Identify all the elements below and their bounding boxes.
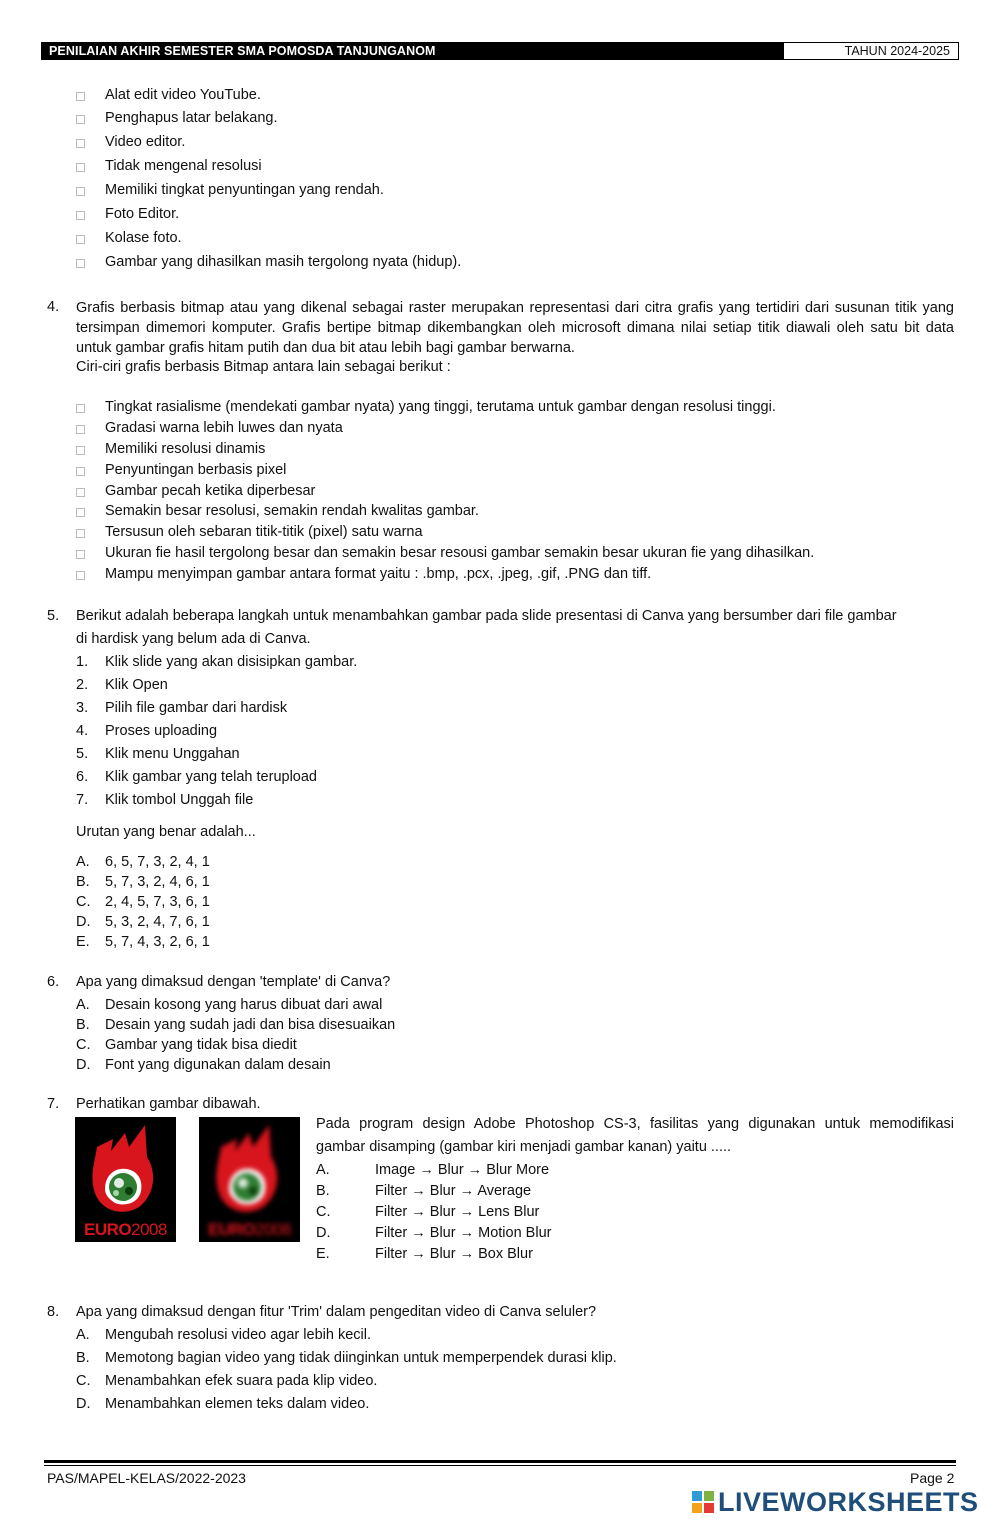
list-item: Tingkat rasialisme (mendekati gambar nyata) yang tinggi, terutama untuk gambar dengan resolusi tinggi. <box>0 399 1000 419</box>
checkbox-icon <box>76 92 85 101</box>
checkbox-icon <box>76 259 85 268</box>
step-number: 6. <box>76 769 89 785</box>
list-item: Ukuran fie hasil tergolong besar dan semakin besar resousi gambar semakin besar ukuran fie yang dihasilkan. <box>0 545 1000 565</box>
checkbox-icon <box>76 550 85 559</box>
footer-divider-thin <box>44 1465 956 1466</box>
option-text: Gambar yang tidak bisa diedit <box>105 1037 297 1053</box>
option-letter: B. <box>76 1017 90 1033</box>
option-letter: D. <box>316 1225 331 1241</box>
list-item: Foto Editor. <box>0 206 1000 226</box>
option-text: Menambahkan efek suara pada klip video. <box>105 1373 378 1389</box>
option-text: Filter → Blur → Average <box>375 1183 532 1199</box>
option-text: 5, 7, 3, 2, 4, 6, 1 <box>105 874 210 890</box>
option-letter: C. <box>76 894 91 910</box>
option-letter: D. <box>76 1396 91 1412</box>
question-text: Apa yang dimaksud dengan 'template' di Canva? <box>76 974 391 990</box>
option-letter: D. <box>76 914 91 930</box>
question-number: 8. <box>47 1304 60 1320</box>
question-number: 7. <box>47 1096 60 1112</box>
step-text: Klik menu Unggahan <box>105 746 240 762</box>
list-item: Mampu menyimpan gambar antara format yaitu : .bmp, .pcx, .jpeg, .gif, .PNG dan tiff. <box>0 566 1000 586</box>
page-header-title: PENILAIAN AKHIR SEMESTER SMA POMOSDA TANJUNGANOM <box>41 42 783 60</box>
step-text: Klik tombol Unggah file <box>105 792 254 808</box>
option-text: Filter → Blur → Motion Blur <box>375 1225 552 1241</box>
option-letter: B. <box>76 1350 90 1366</box>
option-text: Image → Blur → Blur More <box>375 1162 550 1178</box>
step-text: Klik Open <box>105 677 168 693</box>
step-number: 2. <box>76 677 89 693</box>
list-item: Gambar pecah ketika diperbesar <box>0 483 1000 503</box>
list-item: Kolase foto. <box>0 230 1000 250</box>
question-text: Apa yang dimaksud dengan fitur 'Trim' dalam pengeditan video di Canva seluler? <box>76 1304 597 1320</box>
question-number: 6. <box>47 974 60 990</box>
page-header-year: TAHUN 2024-2025 <box>783 42 959 60</box>
footer-divider <box>44 1460 956 1463</box>
checkbox-icon <box>76 235 85 244</box>
liveworksheets-brand[interactable] <box>692 1487 979 1518</box>
option-text: Filter → Blur → Box Blur <box>375 1246 533 1262</box>
step-number: 4. <box>76 723 89 739</box>
checkbox-icon <box>76 425 85 434</box>
step-number: 3. <box>76 700 89 716</box>
option-letter: E. <box>316 1246 330 1262</box>
question-text: Perhatikan gambar dibawah. <box>76 1096 261 1112</box>
list-item: Memiliki tingkat penyuntingan yang rendah. <box>0 182 1000 202</box>
checkbox-icon <box>76 115 85 124</box>
list-item: Penghapus latar belakang. <box>0 110 1000 130</box>
question-prompt: Urutan yang benar adalah... <box>76 824 256 840</box>
checkbox-icon <box>76 529 85 538</box>
option-letter: C. <box>76 1037 91 1053</box>
checkbox-icon <box>76 467 85 476</box>
option-text: Menambahkan elemen teks dalam video. <box>105 1396 370 1412</box>
list-item: Penyuntingan berbasis pixel <box>0 462 1000 482</box>
step-text: Pilih file gambar dari hardisk <box>105 700 288 716</box>
question-text: Grafis berbasis bitmap atau yang dikenal sebagai raster merupakan representasi dari citra grafis yang tertidiri dari susunan titik yang tersimpan dimemori komputer. Grafis bertipe bitmap dikembangkan oleh microsoft dimana nilai setiap titik diawali oleh satu bit data untuk gambar grafis hitam putih dan dua bit atau lebih bagi gambar berwarna. <box>76 300 954 356</box>
option-text: 6, 5, 7, 3, 2, 4, 1 <box>105 854 210 870</box>
step-number: 5. <box>76 746 89 762</box>
checkbox-icon <box>76 488 85 497</box>
option-text: Memotong bagian video yang tidak diinginkan untuk memperpendek durasi klip. <box>105 1350 617 1366</box>
list-item: Alat edit video YouTube. <box>0 87 1000 107</box>
step-text: Proses uploading <box>105 723 218 739</box>
list-item: Gradasi warna lebih luwes dan nyata <box>0 420 1000 440</box>
euro2008-logo-blurred <box>199 1117 300 1242</box>
option-text: 5, 3, 2, 4, 7, 6, 1 <box>105 914 210 930</box>
page-number: Page 2 <box>910 1470 955 1486</box>
checkbox-icon <box>76 446 85 455</box>
question-text-cont: di hardisk yang belum ada di Canva. <box>76 631 311 647</box>
step-number: 7. <box>76 792 89 808</box>
option-letter: A. <box>76 854 90 870</box>
list-item: Gambar yang dihasilkan masih tergolong nyata (hidup). <box>0 254 1000 274</box>
option-letter: B. <box>316 1183 330 1199</box>
option-letter: B. <box>76 874 90 890</box>
question-text: Berikut adalah beberapa langkah untuk menambahkan gambar pada slide presentasi di Canva yang bersumber dari file gambar <box>76 608 897 624</box>
brand-text: LIVEWORKSHEETS <box>718 1487 979 1517</box>
checkbox-icon <box>76 404 85 413</box>
option-letter: D. <box>76 1057 91 1073</box>
option-letter: A. <box>76 997 90 1013</box>
option-letter: E. <box>76 934 90 950</box>
option-letter: C. <box>316 1204 331 1220</box>
option-text: Font yang digunakan dalam desain <box>105 1057 331 1073</box>
blurred-content <box>199 1117 300 1242</box>
footer-code: PAS/MAPEL-KELAS/2022-2023 <box>47 1470 246 1486</box>
option-text: Filter → Blur → Lens Blur <box>375 1204 540 1220</box>
option-letter: C. <box>76 1373 91 1389</box>
question-description: Pada program design Adobe Photoshop CS-3, fasilitas yang digunakan untuk memodifikasi gambar disamping (gambar kiri menjadi gambar kanan) yaitu ..... <box>316 1116 954 1155</box>
option-letter: A. <box>316 1162 330 1178</box>
step-text: Klik slide yang akan disisipkan gambar. <box>105 654 358 670</box>
question-number: 4. <box>47 299 60 315</box>
question-number: 5. <box>47 608 60 624</box>
euro2008-logo-sharp <box>75 1117 176 1242</box>
list-item: Video editor. <box>0 134 1000 154</box>
logo-caption: EURO2008 <box>208 1220 291 1239</box>
option-text: 5, 7, 4, 3, 2, 6, 1 <box>105 934 210 950</box>
liveworksheets-logo-icon <box>692 1491 714 1513</box>
list-item: Memiliki resolusi dinamis <box>0 441 1000 461</box>
logo-caption: EURO2008 <box>84 1220 167 1239</box>
step-text: Klik gambar yang telah terupload <box>105 769 317 785</box>
step-number: 1. <box>76 654 89 670</box>
list-item: Tidak mengenal resolusi <box>0 158 1000 178</box>
checkbox-icon <box>76 211 85 220</box>
question-lead: Ciri-ciri grafis berbasis Bitmap antara lain sebagai berikut : <box>76 359 451 375</box>
list-item: Tersusun oleh sebaran titik-titik (pixel) satu warna <box>0 524 1000 544</box>
option-letter: A. <box>76 1327 90 1343</box>
option-text: Desain kosong yang harus dibuat dari awal <box>105 997 383 1013</box>
option-text: 2, 4, 5, 7, 3, 6, 1 <box>105 894 210 910</box>
checkbox-icon <box>76 187 85 196</box>
list-item: Semakin besar resolusi, semakin rendah kwalitas gambar. <box>0 503 1000 523</box>
checkbox-icon <box>76 571 85 580</box>
checkbox-icon <box>76 163 85 172</box>
checkbox-icon <box>76 139 85 148</box>
option-text: Desain yang sudah jadi dan bisa disesuaikan <box>105 1017 396 1033</box>
checkbox-icon <box>76 508 85 517</box>
option-text: Mengubah resolusi video agar lebih kecil. <box>105 1327 371 1343</box>
